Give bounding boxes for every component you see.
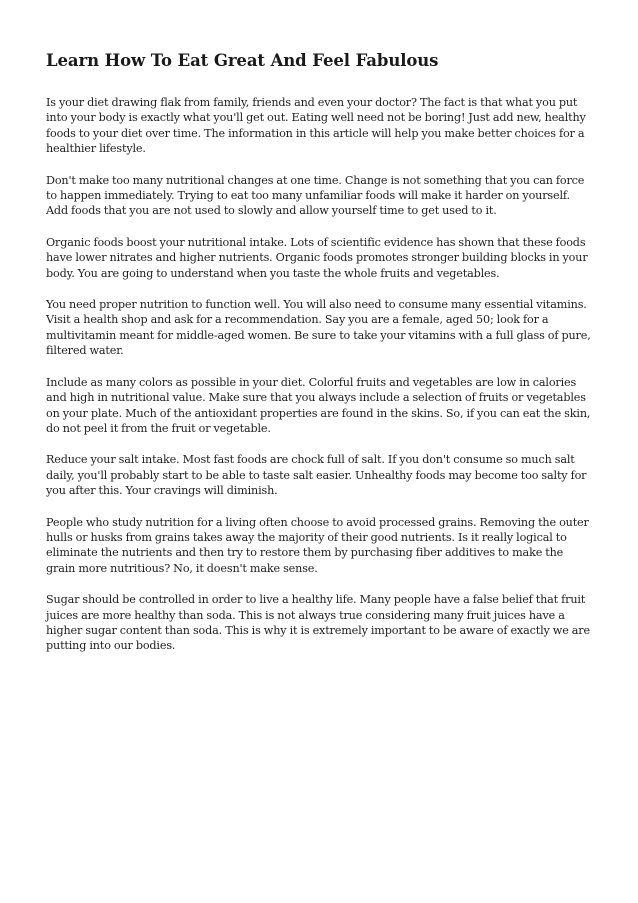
- paragraph-sugar: Sugar should be controlled in order to live a healthy life. Many people have a false belief that fruit juices are more healthy than soda. This is not always true considering many fruit juices have a higher sugar content than soda. This is why it is extremely important to be aware of exactly we are putting into our bodies.: [46, 593, 590, 653]
- document-title: Learn How To Eat Great And Feel Fabulous: [46, 51, 439, 70]
- paragraph-diet-flak: Is your diet drawing flak from family, friends and even your doctor? The fact is that what you put into your body is exactly what you'll get out. Eating well need not be boring! Just add new, healthy foods to your diet over time. The information in this article will help you make better choices for a healthier lifestyle.: [46, 96, 586, 156]
- paragraph-nutritional-changes: Don't make too many nutritional changes at one time. Change is not something that you can force to happen immediately. Trying to eat too many unfamiliar foods will make it harder on yourself. Add foods that you are not used to slowly and allow yourself time to get used to it.: [46, 173, 585, 218]
- paragraph-organic-foods: Organic foods boost your nutritional intake. Lots of scientific evidence has shown that these foods have lower nitrates and higher nutrients. Organic foods promotes stronger building blocks in your body. You are going to understand when you taste the whole fruits and vegetables.: [46, 235, 588, 280]
- paragraph-proper-nutrition: You need proper nutrition to function well. You will also need to consume many essential vitamins. Visit a health shop and ask for a recommendation. Say you are a female, aged 50; look for a multivitamin meant for middle-aged women. Be sure to take your vitamins with a full glass of pure, filtered water.: [46, 298, 591, 358]
- paragraph-colors: Include as many colors as possible in your diet. Colorful fruits and vegetables are low in calories and high in nutritional value. Make sure that you always include a selection of fruits or vegetables on your plate. Much of the antioxidant properties are found in the skins. So, if you can eat the skin, do not peel it from the fruit or vegetable.: [46, 375, 591, 435]
- paragraph-processed-grains: People who study nutrition for a living often choose to avoid processed grains. Removing the outer hulls or husks from grains takes away the majority of their good nutrients. Is it really logical to eliminate the nutrients and then try to restore them by purchasing fiber additives to make the grain more nutritious? No, it doesn't make sense.: [46, 515, 589, 575]
- document-page: [46, 50, 594, 670]
- paragraph-salt-intake: Reduce your salt intake. Most fast foods are chock full of salt. If you don't consume so much salt daily, you'll probably start to be able to taste salt easier. Unhealthy foods may become too salty for you after this. Your cravings will diminish.: [46, 453, 587, 498]
